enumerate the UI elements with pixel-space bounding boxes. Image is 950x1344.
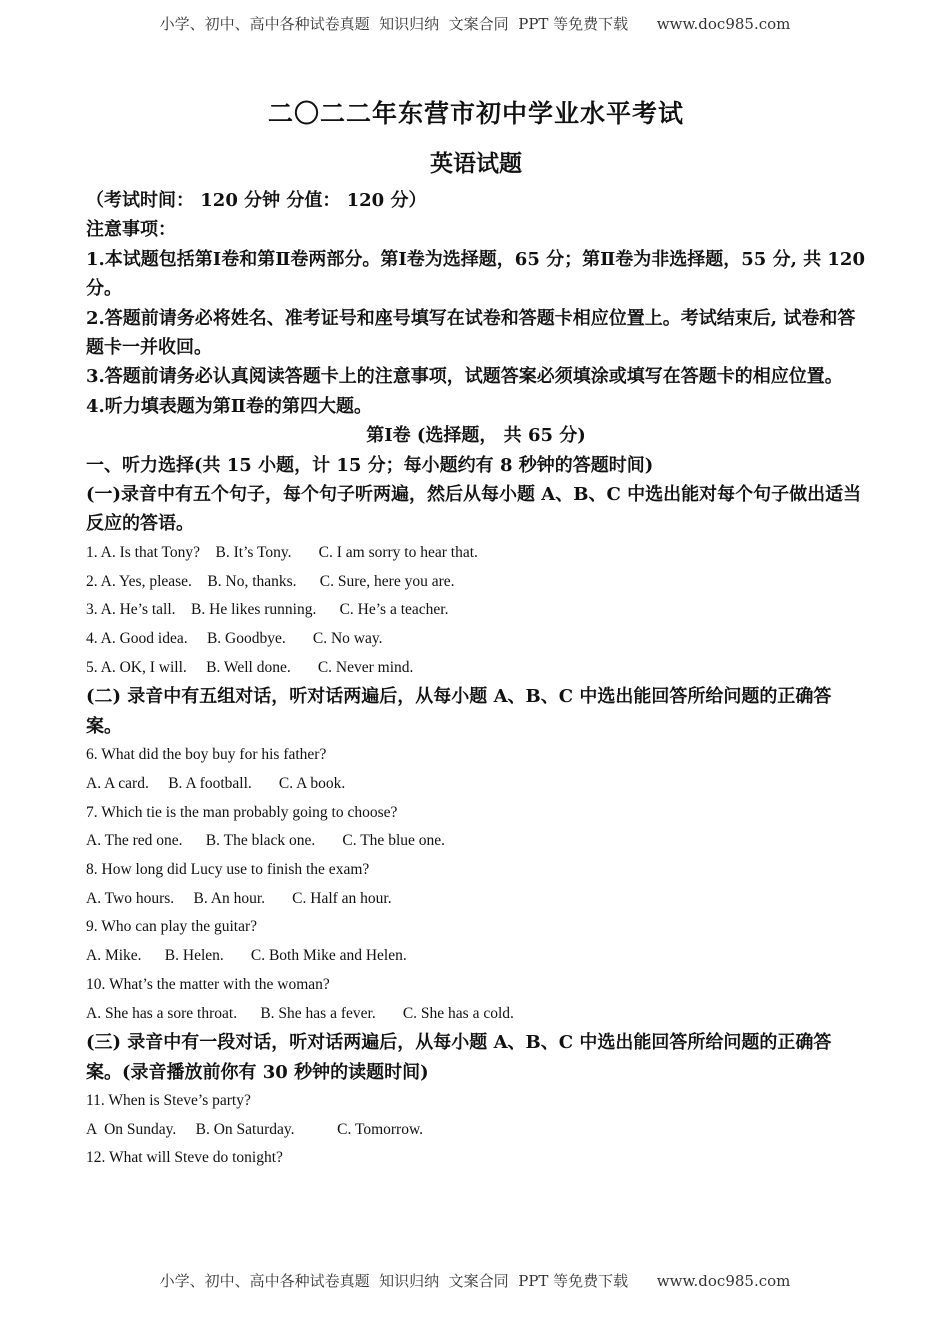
page-header: 小学、初中、高中各种试卷真题 知识归纳 文案合同 PPT 等免费下载 www.doc985.com [159,15,791,33]
exam-info: （考试时间： 120 分钟 分值： 120 分） [86,190,427,211]
section1-heading: 一、听力选择(共 15 小题，计 15 分；每小题约有 8 秒钟的答题时间) [86,454,654,476]
question-line: 11. When is Steve’s party? [86,1092,251,1110]
question-line: 9. Who can play the guitar? [86,918,258,936]
question-line: 3. A. He’s tall. B. He likes running. C. He’s a teacher. [86,601,449,619]
exam-subtitle: 英语试题 [430,150,522,177]
options-line: A. Two hours. B. An hour. C. Half an hour. [86,889,392,907]
question-line: 7. Which tie is the man probably going to choose? [86,803,398,821]
sub1-heading: (一)录音中有五个句子，每个句子听两遍，然后从每小题 A、B、C 中选出能对每个句子做出适当反应的答语。 [86,484,862,535]
question-line: 6. What did the boy buy for his father? [86,746,327,764]
part1-heading: 第Ⅰ卷 (选择题， 共 65 分) [366,425,586,447]
question-line: 2. A. Yes, please. B. No, thanks. C. Sure, here you are. [86,572,455,590]
options-line: A. The red one. B. The black one. C. The blue one. [86,832,446,850]
options-line: A On Sunday. B. On Saturday. C. Tomorrow. [86,1120,424,1138]
options-line: A. She has a sore throat. B. She has a fever. C. She has a cold. [86,1004,514,1022]
question-line: 1. A. Is that Tony? B. It’s Tony. C. I am sorry to hear that. [86,543,478,561]
options-line: A. A card. B. A football. C. A book. [86,774,346,792]
question-line: 10. What’s the matter with the woman? [86,975,330,993]
exam-paper [86,94,866,1173]
notice-item: 3.答题前请务必认真阅读答题卡上的注意事项，试题答案必须填涂或填写在答题卡的相应位置。 [86,366,843,388]
page-footer: 小学、初中、高中各种试卷真题 知识归纳 文案合同 PPT 等免费下载 www.doc985.com [159,1272,791,1290]
notice-item: 4.听力填表题为第Ⅱ卷的第四大题。 [86,395,372,417]
exam-title: 二〇二二年东营市初中学业水平考试 [267,99,684,128]
question-line: 4. A. Good idea. B. Goodbye. C. No way. [86,629,383,647]
notice-item: 2.答题前请务必将姓名、准考证号和座号填写在试卷和答题卡相应位置上。考试结束后, 试卷和答题卡一并收回。 [86,307,856,359]
options-line: A. Mike. B. Helen. C. Both Mike and Helen. [86,947,407,965]
sub3-heading: (三) 录音中有一段对话，听对话两遍后，从每小题 A、B、C 中选出能回答所给问题的正确答案。(录音播放前你有 30 秒钟的读题时间) [86,1032,832,1083]
question-line: 8. How long did Lucy use to finish the exam? [86,861,370,879]
sub2-heading: (二) 录音中有五组对话，听对话两遍后，从每小题 A、B、C 中选出能回答所给问题的正确答案。 [86,686,832,737]
notice-heading: 注意事项： [86,219,176,241]
question-line: 5. A. OK, I will. B. Well done. C. Never mind. [86,658,414,676]
question-line: 12. What will Steve do tonight? [86,1149,283,1167]
notice-item: 1.本试题包括第Ⅰ卷和第Ⅱ卷两部分。第Ⅰ卷为选择题，65 分；第Ⅱ卷为非选择题，55 分, 共 120 分。 [86,248,865,300]
